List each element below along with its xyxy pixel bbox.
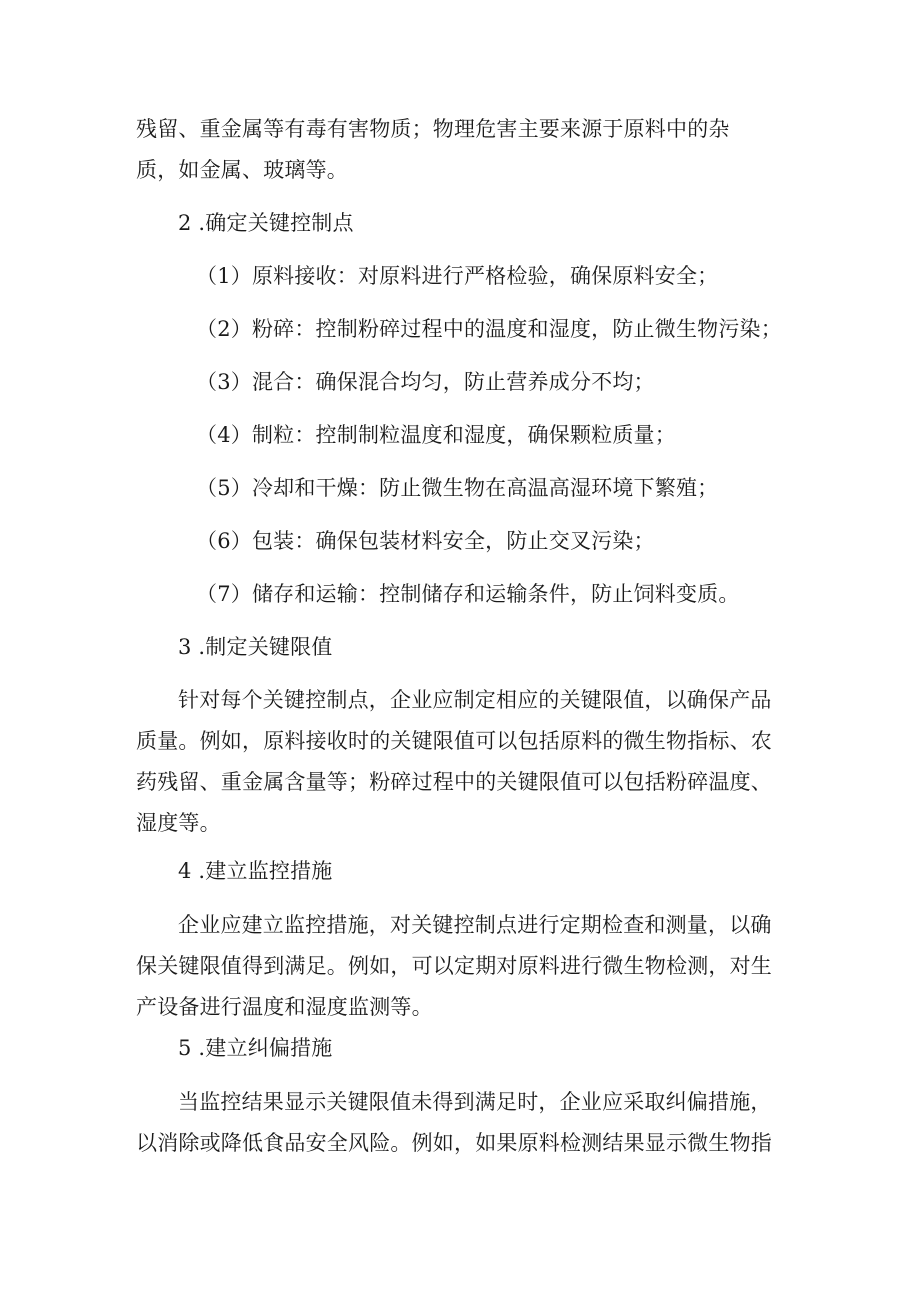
list-item: （4）制粒：控制制粒温度和湿度，确保颗粒质量； xyxy=(196,423,676,447)
paragraph-line: 当监控结果显示关键限值未得到满足时，企业应采取纠偏措施， xyxy=(178,1090,772,1114)
paragraph-line: 保关键限值得到满足。例如，可以定期对原料进行微生物检测，对生 xyxy=(136,954,772,978)
paragraph-line: 药残留、重金属含量等；粉碎过程中的关键限值可以包括粉碎温度、 xyxy=(136,770,772,794)
list-item: （7）储存和运输：控制储存和运输条件，防止饲料变质。 xyxy=(196,582,740,606)
paragraph-line: 针对每个关键控制点，企业应制定相应的关键限值，以确保产品 xyxy=(178,688,772,712)
list-item: （5）冷却和干燥：防止微生物在高温高湿环境下繁殖； xyxy=(196,476,719,500)
section-heading: 5 .建立纠偏措施 xyxy=(178,1036,333,1060)
paragraph-line: 以消除或降低食品安全风险。例如，如果原料检测结果显示微生物指 xyxy=(136,1131,772,1155)
section-heading: 4 .建立监控措施 xyxy=(178,859,333,883)
list-item: （2）粉碎：控制粉碎过程中的温度和湿度，防止微生物污染； xyxy=(196,317,782,341)
list-item: （1）原料接收：对原料进行严格检验，确保原料安全； xyxy=(196,264,719,288)
paragraph-line: 质量。例如，原料接收时的关键限值可以包括原料的微生物指标、农 xyxy=(136,729,772,753)
paragraph-line: 质，如金属、玻璃等。 xyxy=(136,158,348,182)
paragraph-line: 湿度等。 xyxy=(136,811,221,835)
list-item: （3）混合：确保混合均匀，防止营养成分不均； xyxy=(196,370,655,394)
list-item: （6）包装：确保包装材料安全，防止交叉污染； xyxy=(196,529,655,553)
paragraph-line: 残留、重金属等有毒有害物质；物理危害主要来源于原料中的杂 xyxy=(136,117,730,141)
section-heading: 3 .制定关键限值 xyxy=(178,635,333,659)
paragraph-line: 企业应建立监控措施，对关键控制点进行定期检查和测量，以确 xyxy=(178,913,772,937)
section-heading: 2 .确定关键控制点 xyxy=(178,211,354,235)
paragraph-line: 产设备进行温度和湿度监测等。 xyxy=(136,995,433,1019)
